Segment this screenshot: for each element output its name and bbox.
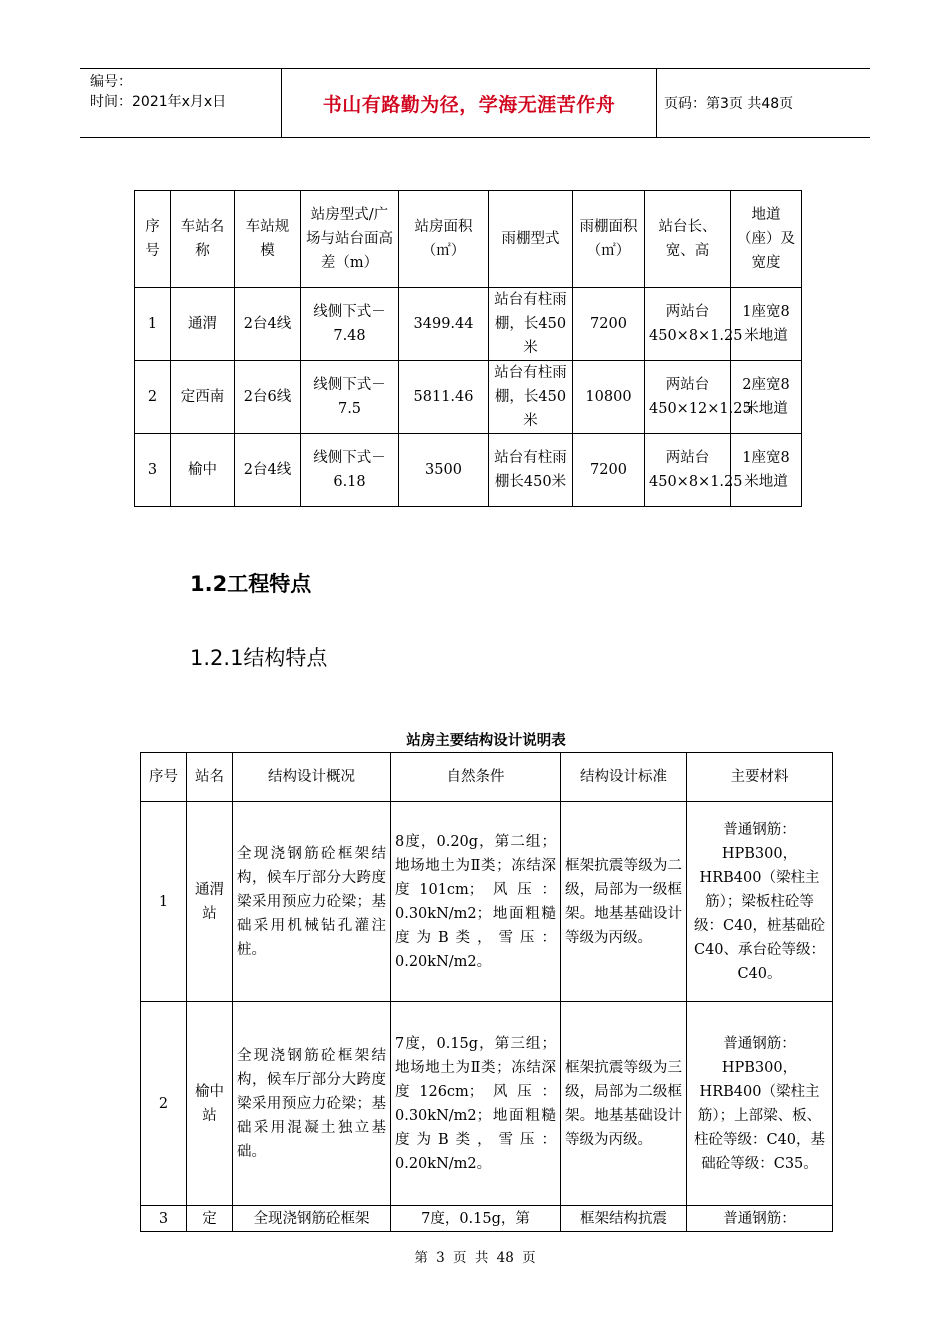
table-row [135, 434, 802, 507]
table-cell: 站台有柱雨棚长450米 [489, 434, 573, 507]
page-header [80, 68, 870, 138]
table-cell: 线侧下式－7.48 [301, 288, 399, 361]
header-page-info: 页码：第3页 共48页 [664, 96, 794, 112]
document-number-label: 编号： [90, 74, 132, 90]
table-cell: 5811.46 [399, 361, 489, 434]
header-cell: 结构设计概况 [233, 753, 391, 802]
table-cell: 站台有柱雨棚，长450米 [489, 288, 573, 361]
station-table [134, 190, 802, 507]
table-cell: 两站台450×12×1.25 [645, 361, 731, 434]
table-cell: 线侧下式－6.18 [301, 434, 399, 507]
table-cell: 7度，0.15g，第 [391, 1206, 561, 1232]
table-cell: 1座宽8 米地道 [731, 434, 802, 507]
table-cell: 2台4线 [235, 288, 301, 361]
table-cell: 全现浇钢筋砼框架结构，候车厅部分大跨度梁采用预应力砼梁；基础采用混凝土独立基础。 [233, 1002, 391, 1206]
table-cell: 框架结构抗震 [561, 1206, 687, 1232]
header-cell: 雨棚面积（㎡） [573, 191, 645, 288]
header-cell: 车站名称 [171, 191, 235, 288]
table-cell: 框架抗震等级为三级，局部为二级框架。地基基础设计等级为丙级。 [561, 1002, 687, 1206]
table-cell: 2台6线 [235, 361, 301, 434]
section-heading-1-2: 1.2工程特点 [190, 572, 312, 596]
document-time: 时间：2021年x月x日 [90, 94, 227, 110]
table-cell: 两站台450×8×1.25 [645, 288, 731, 361]
table-cell: 全现浇钢筋砼框架结构，候车厅部分大跨度梁采用预应力砼梁；基础采用机械钻孔灌注桩。 [233, 802, 391, 1002]
table-cell: 7200 [573, 288, 645, 361]
table-row [141, 1002, 833, 1206]
table-cell: 通渭 [171, 288, 235, 361]
table-cell: 2 [135, 361, 171, 434]
header-cell: 主要材料 [687, 753, 833, 802]
table-cell: 定 [187, 1206, 233, 1232]
table-cell: 7度，0.15g，第三组；地场地土为Ⅱ类；冻结深度126cm；风压：0.30kN/m2；地面粗糙度为B类，雪压：0.20kN/m2。 [391, 1002, 561, 1206]
header-cell: 车站规模 [235, 191, 301, 288]
table-cell: 1 [141, 802, 187, 1002]
table-caption: 站房主要结构设计说明表 [406, 733, 566, 749]
table-cell: 2台4线 [235, 434, 301, 507]
table-cell: 普通钢筋：HPB300，HRB400（梁柱主筋）；上部梁、板、柱砼等级：C40，基础砼等级：C35。 [687, 1002, 833, 1206]
table-cell: 1座宽8 米地道 [731, 288, 802, 361]
header-cell: 序号 [135, 191, 171, 288]
table-cell: 两站台450×8×1.25 [645, 434, 731, 507]
header-cell: 结构设计标准 [561, 753, 687, 802]
table-cell: 线侧下式－7.5 [301, 361, 399, 434]
structure-table-header-row [141, 753, 833, 802]
table-cell: 全现浇钢筋砼框架 [233, 1206, 391, 1232]
table-cell: 3 [141, 1206, 187, 1232]
table-cell: 榆中 [171, 434, 235, 507]
table-cell: 2座宽8 米地道 [731, 361, 802, 434]
header-slogan: 书山有路勤为径，学海无涯苦作舟 [282, 69, 657, 137]
table-cell: 2 [141, 1002, 187, 1206]
header-cell: 地道（座）及宽度 [731, 191, 802, 288]
table-cell: 榆中站 [187, 1002, 233, 1206]
table-cell: 8度，0.20g，第二组；地场地土为Ⅱ类；冻结深度101cm；风压：0.30kN/m2；地面粗糙度为B类，雪压：0.20kN/m2。 [391, 802, 561, 1002]
header-cell: 站房面积（㎡） [399, 191, 489, 288]
table-cell: 7200 [573, 434, 645, 507]
table-cell: 3 [135, 434, 171, 507]
header-cell: 站名 [187, 753, 233, 802]
table-row [135, 288, 802, 361]
table-cell: 普通钢筋：HPB300，HRB400（梁柱主筋）；梁板柱砼等级：C40，桩基础砼C40、承台砼等级：C40。 [687, 802, 833, 1002]
table-cell: 3499.44 [399, 288, 489, 361]
table-cell: 1 [135, 288, 171, 361]
table-row [141, 802, 833, 1002]
station-table-header-row [135, 191, 802, 288]
table-cell: 普通钢筋： [687, 1206, 833, 1232]
header-cell: 站房型式/广场与站台面高差（m） [301, 191, 399, 288]
header-cell: 站台长、宽、高 [645, 191, 731, 288]
table-cell: 3500 [399, 434, 489, 507]
structure-table [140, 752, 833, 1232]
table-cell: 框架抗震等级为二级，局部为一级框架。地基基础设计等级为丙级。 [561, 802, 687, 1002]
table-cell: 站台有柱雨棚，长450米 [489, 361, 573, 434]
table-row [141, 1206, 833, 1232]
header-cell: 序号 [141, 753, 187, 802]
table-cell: 10800 [573, 361, 645, 434]
table-cell: 通渭站 [187, 802, 233, 1002]
page-footer: 第 3 页 共 48 页 [414, 1250, 536, 1266]
section-heading-1-2-1: 1.2.1结构特点 [190, 646, 328, 670]
table-row [135, 361, 802, 434]
header-cell: 雨棚型式 [489, 191, 573, 288]
header-cell: 自然条件 [391, 753, 561, 802]
header-meta [80, 69, 282, 137]
table-cell: 定西南 [171, 361, 235, 434]
